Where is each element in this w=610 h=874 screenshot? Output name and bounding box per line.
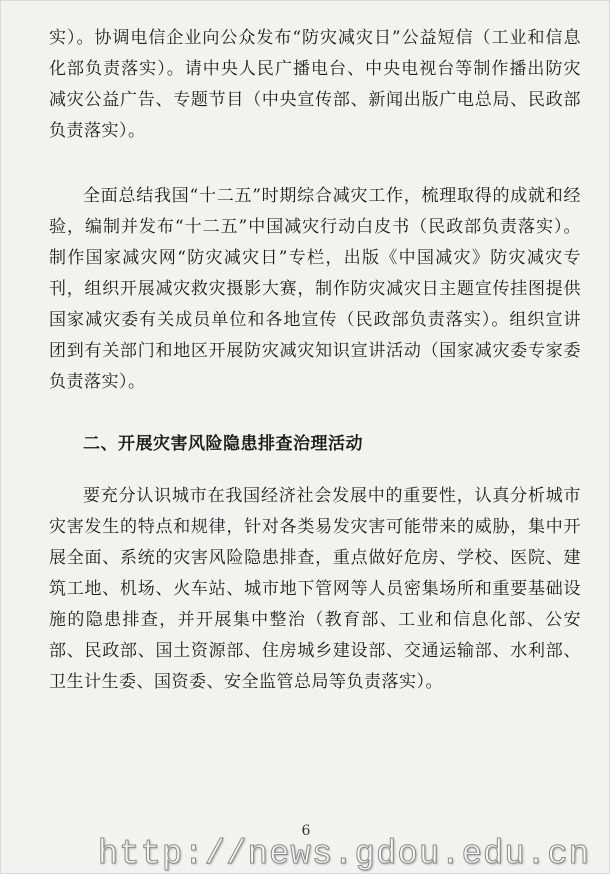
paragraph-1: 实）。协调电信企业向公众发布“防灾减灾日”公益短信（工业和信息化部负责落实）。请中央人民广播电台、中央电视台等制作播出防灾减灾公益广告、专题节目（中央宣传部、新闻出版广电总局、民政部负责落实）。: [49, 28, 581, 141]
watermark-url: http://news.gdou.edu.cn: [97, 836, 590, 874]
paragraph-3: 要充分认识城市在我国经济社会发展中的重要性，认真分析城市灾害发生的特点和规律，针对各类易发灾害可能带来的威胁，集中开展全面、系统的灾害风险隐患排查，重点做好危房、学校、医院、建筑工地、机场、火车站、城市地下管网等人员密集场所和重要基础设施的隐患排查，并开展集中整治（教育部、工业和信息化部、公安部、民政部、国土资源部、住房城乡建设部、交通运输部、水利部、卫生计生委、国资委、安全监管总局等负责落实）。: [49, 486, 581, 692]
section-heading: 二、开展灾害风险隐患排查治理活动: [83, 434, 363, 454]
page-number: 6: [301, 823, 311, 839]
paragraph-2: 全面总结我国“十二五”时期综合减灾工作，梳理取得的成就和经验，编制并发布“十二五”中国减灾行动白皮书（民政部负责落实）。制作国家减灾网“防灾减灾日”专栏，出版《中国减灾》防灾减灾专刊，组织开展减灾救灾摄影大赛，制作防灾减灾日主题宣传挂图提供国家减灾委有关成员单位和各地宣传（民政部负责落实）。组织宣讲团到有关部门和地区开展防灾减灾知识宣讲活动（国家减灾委专家委负责落实）。: [49, 186, 581, 392]
